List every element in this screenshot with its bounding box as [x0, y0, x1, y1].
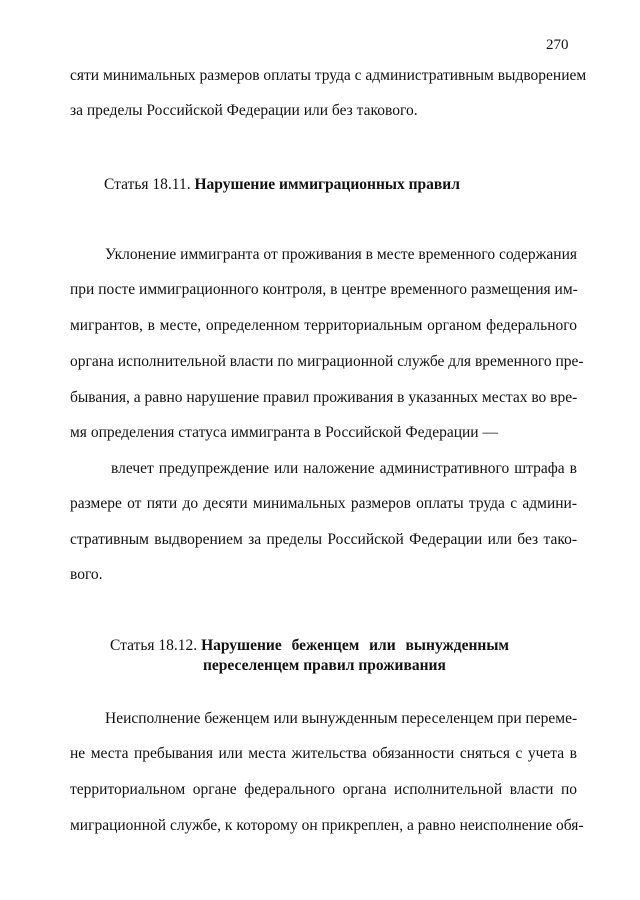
article-18-11-disposition-line-4: органа исполнительной власти по миграционной службе для временного пре- [70, 353, 584, 370]
article-18-12-heading [110, 636, 509, 656]
article-18-11-sanction-line-1: влечет предупреждение или наложение административного штрафа в [111, 460, 577, 477]
article-18-12-disposition-line-1: Неисполнение беженцем или вынужденным переселенцем при переме- [105, 710, 578, 727]
article-18-11-disposition-line-5: бывания, а равно нарушение правил проживания в указанных местах во вре- [70, 389, 578, 406]
article-18-12-title-line-1: Нарушение беженцем или вынужденным [201, 637, 509, 654]
intro-line-2: за пределы Российской Федерации или без такового. [70, 102, 418, 119]
article-18-12-disposition-line-4: миграционной службе, к которому он прикреплен, а равно неисполнение обя- [70, 817, 584, 834]
article-18-12-disposition-line-2: не места пребывания или места жительства обязанности сняться с учета в [70, 745, 577, 762]
article-18-12-heading-line-2 [203, 656, 446, 676]
article-18-11-disposition-line-2: при посте иммиграционного контроля, в центре временного размещения им- [70, 281, 578, 298]
intro-line-1: сяти минимальных размеров оплаты труда с административным выдворением [70, 67, 587, 84]
article-18-11-heading [104, 175, 460, 195]
article-18-11-disposition-line-3: мигрантов, в месте, определенном территориальным органом федерального [70, 317, 577, 334]
article-18-11-sanction-line-2: размере от пяти до десяти минимальных размеров оплаты труда с админи- [70, 495, 577, 512]
article-18-12-disposition-line-3: территориальном органе федерального органа исполнительной власти по [70, 781, 577, 798]
article-18-11-disposition-line-6: мя определения статуса иммигранта в Российской Федерации — [70, 424, 498, 441]
article-18-11-sanction-line-4: вого. [70, 566, 103, 583]
page-number: 270 [546, 37, 569, 53]
article-18-12-label: Статья 18.12. [110, 637, 198, 654]
article-18-11-label: Статья 18.11. [104, 176, 191, 193]
article-18-11-disposition-line-1: Уклонение иммигранта от проживания в месте временного содержания [105, 246, 577, 263]
article-18-12-title-line-2: переселенцем правил проживания [203, 657, 446, 674]
article-18-11-sanction-line-3: стративным выдворением за пределы Российской Федерации или без тако- [70, 531, 577, 548]
article-18-11-title: Нарушение иммиграционных правил [194, 176, 460, 193]
